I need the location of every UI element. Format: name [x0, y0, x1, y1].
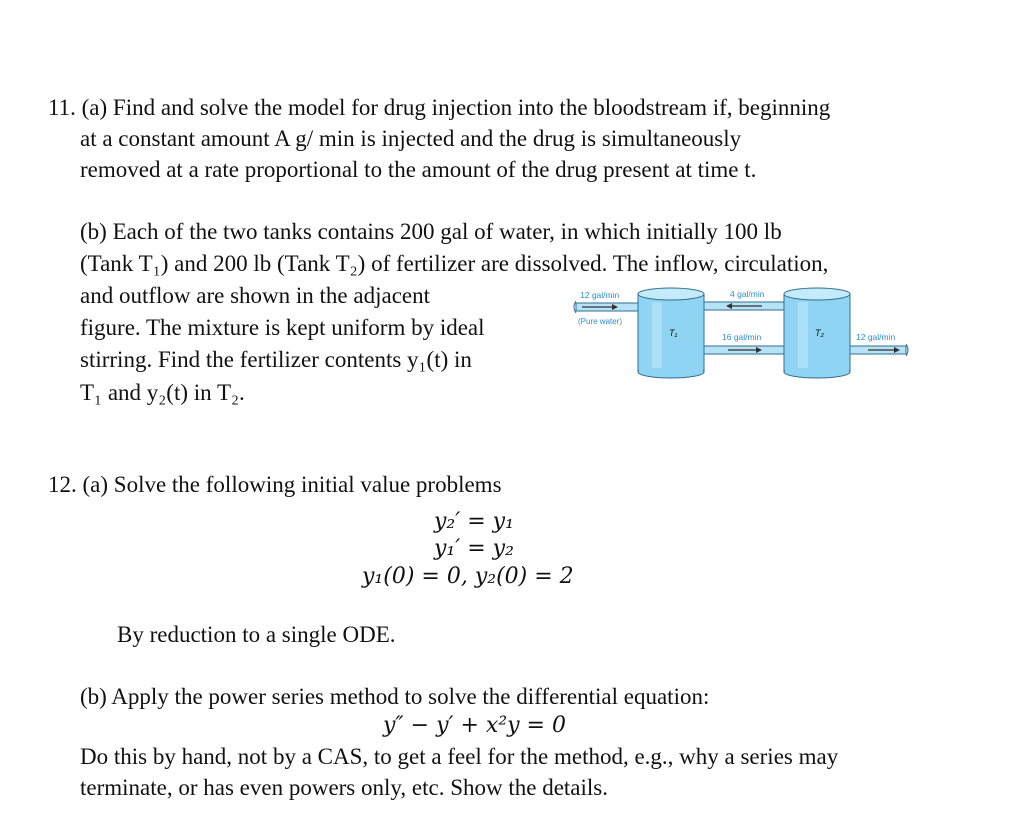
problem-12a-note: By reduction to a single ODE.	[117, 622, 396, 647]
equation-1: y₂′ = y₁	[434, 509, 514, 534]
tank-diagram	[572, 282, 912, 382]
equation-2: y₁′ = y₂	[434, 536, 514, 561]
problem-11b-line-3: and outflow are shown in the adjacent	[80, 283, 430, 308]
problem-11a-line-2: at a constant amount A g/ min is injected and the drug is simultaneously	[80, 126, 742, 151]
problem-12b-heading: (b) Apply the power series method to solve the differential equation:	[80, 684, 710, 709]
inflow-rate-label: 12 gal/min	[580, 290, 620, 300]
power-series-equation: y″ − y′ + x²y = 0	[383, 713, 566, 738]
tank-1-label: T₁	[669, 328, 678, 338]
problem-12b-line-1: Do this by hand, not by a CAS, to get a feel for the method, e.g., why a series may	[80, 744, 839, 769]
problem-12b-line-2: terminate, or has even powers only, etc. Show the details.	[80, 775, 609, 800]
inflow-note-label: (Pure water)	[578, 317, 623, 326]
problem-11b-line-4: figure. The mixture is kept uniform by ideal	[80, 315, 485, 340]
initial-conditions: y₁(0) = 0, y₂(0) = 2	[362, 564, 574, 589]
return-rate-label: 4 gal/min	[730, 289, 765, 299]
problem-11a-line-3: removed at a rate proportional to the amount of the drug present at time t.	[80, 157, 757, 182]
tank-2-label: T₂	[815, 328, 824, 338]
problem-11b-line-2: (Tank T₁) and 200 lb (Tank T₂) of fertilizer are dissolved. The inflow, circulation,	[80, 251, 829, 276]
problem-11b-line-6: T₁ and y₂(t) in T₂.	[80, 380, 245, 405]
problem-11b-line-1: (b) Each of the two tanks contains 200 gal of water, in which initially 100 lb	[80, 219, 782, 244]
outflow-rate-label: 12 gal/min	[856, 332, 896, 342]
problem-11b-line-5: stirring. Find the fertilizer contents y₁(t) in	[80, 347, 472, 372]
problem-12a-heading: 12. (a) Solve the following initial value problems	[48, 472, 502, 497]
problem-11a-line-1: 11. (a) Find and solve the model for drug injection into the bloodstream if, beginning	[48, 95, 831, 120]
transfer-rate-label: 16 gal/min	[722, 332, 762, 342]
